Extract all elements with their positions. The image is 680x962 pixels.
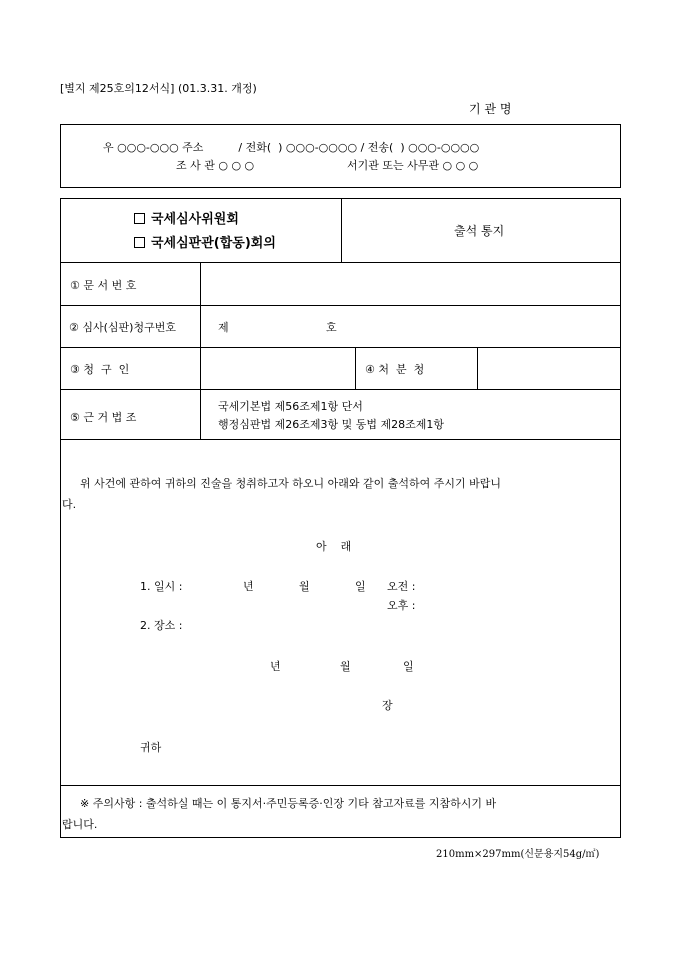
notice-line2: 랍니다. <box>62 818 98 831</box>
investigator: 조 사 관 ○ ○ ○ <box>176 159 255 172</box>
disposition-field[interactable] <box>481 352 618 385</box>
datetime-am: 오전 : <box>387 580 416 593</box>
issue-month: 월 <box>340 660 351 673</box>
contact-line: 우 ○○○-○○○ 주소 / 전화( ) ○○○-○○○○ / 전송( ) ○○○-○○○○ <box>103 141 480 154</box>
request-paragraph-line2: 다. <box>62 498 77 511</box>
notice-line1: ※ 주의사항 : 출석하실 때는 이 통지서·주민등록증·인장 기타 참고자료를 지참하시기 바 <box>80 797 497 810</box>
legal-basis-line2: 행정심판법 제26조제3항 및 동법 제28조제1항 <box>218 418 444 431</box>
checkbox-tribunal[interactable] <box>134 237 145 248</box>
claim-number-label: ② 심사(심판)청구번호 <box>69 321 176 334</box>
paper-spec: 210mm×297mm(신문용지54g/㎡) <box>436 849 600 860</box>
datetime-month: 월 <box>299 580 310 593</box>
claim-number-suffix: 호 <box>326 321 337 334</box>
claimant-field[interactable] <box>204 352 352 385</box>
disposition-label: ④ 처 분 청 <box>365 363 425 376</box>
doc-number-field[interactable] <box>204 270 618 302</box>
legal-basis-label: ⑤ 근 거 법 조 <box>70 411 137 424</box>
doc-number-label: ① 문 서 번 호 <box>70 279 137 292</box>
checkbox-committee[interactable] <box>134 213 145 224</box>
form-reference: [별지 제25호의12서식] (01.3.31. 개정) <box>60 82 257 95</box>
datetime-year: 년 <box>243 580 254 593</box>
claimant-label: ③ 청 구 인 <box>70 363 130 376</box>
legal-basis-line1: 국세기본법 제56조제1항 단서 <box>218 400 363 413</box>
contact-box <box>60 124 621 188</box>
datetime-pm: 오후 : <box>387 599 416 612</box>
claim-number-prefix: 제 <box>218 321 229 334</box>
option-committee: 국세심사위원회 <box>134 208 239 227</box>
below-heading: 아 래 <box>316 540 352 553</box>
form-title: 출석 통지 <box>454 224 505 238</box>
item-place-label: 2. 장소 : <box>140 619 183 632</box>
issue-year: 년 <box>270 660 281 673</box>
issuer-title: 장 <box>382 699 393 712</box>
issue-day: 일 <box>403 660 414 673</box>
clerk: 서기관 또는 사무관 ○ ○ ○ <box>347 159 479 172</box>
option-tribunal: 국세심판관(합동)회의 <box>134 232 276 251</box>
datetime-day: 일 <box>355 580 366 593</box>
agency-name: 기 관 명 <box>469 102 512 116</box>
request-paragraph-line1: 위 사건에 관하여 귀하의 진술을 청취하고자 하오니 아래와 같이 출석하여 주시기 바랍니 <box>80 477 501 490</box>
addressee: 귀하 <box>140 741 162 754</box>
item-datetime-label: 1. 일시 : <box>140 580 183 593</box>
